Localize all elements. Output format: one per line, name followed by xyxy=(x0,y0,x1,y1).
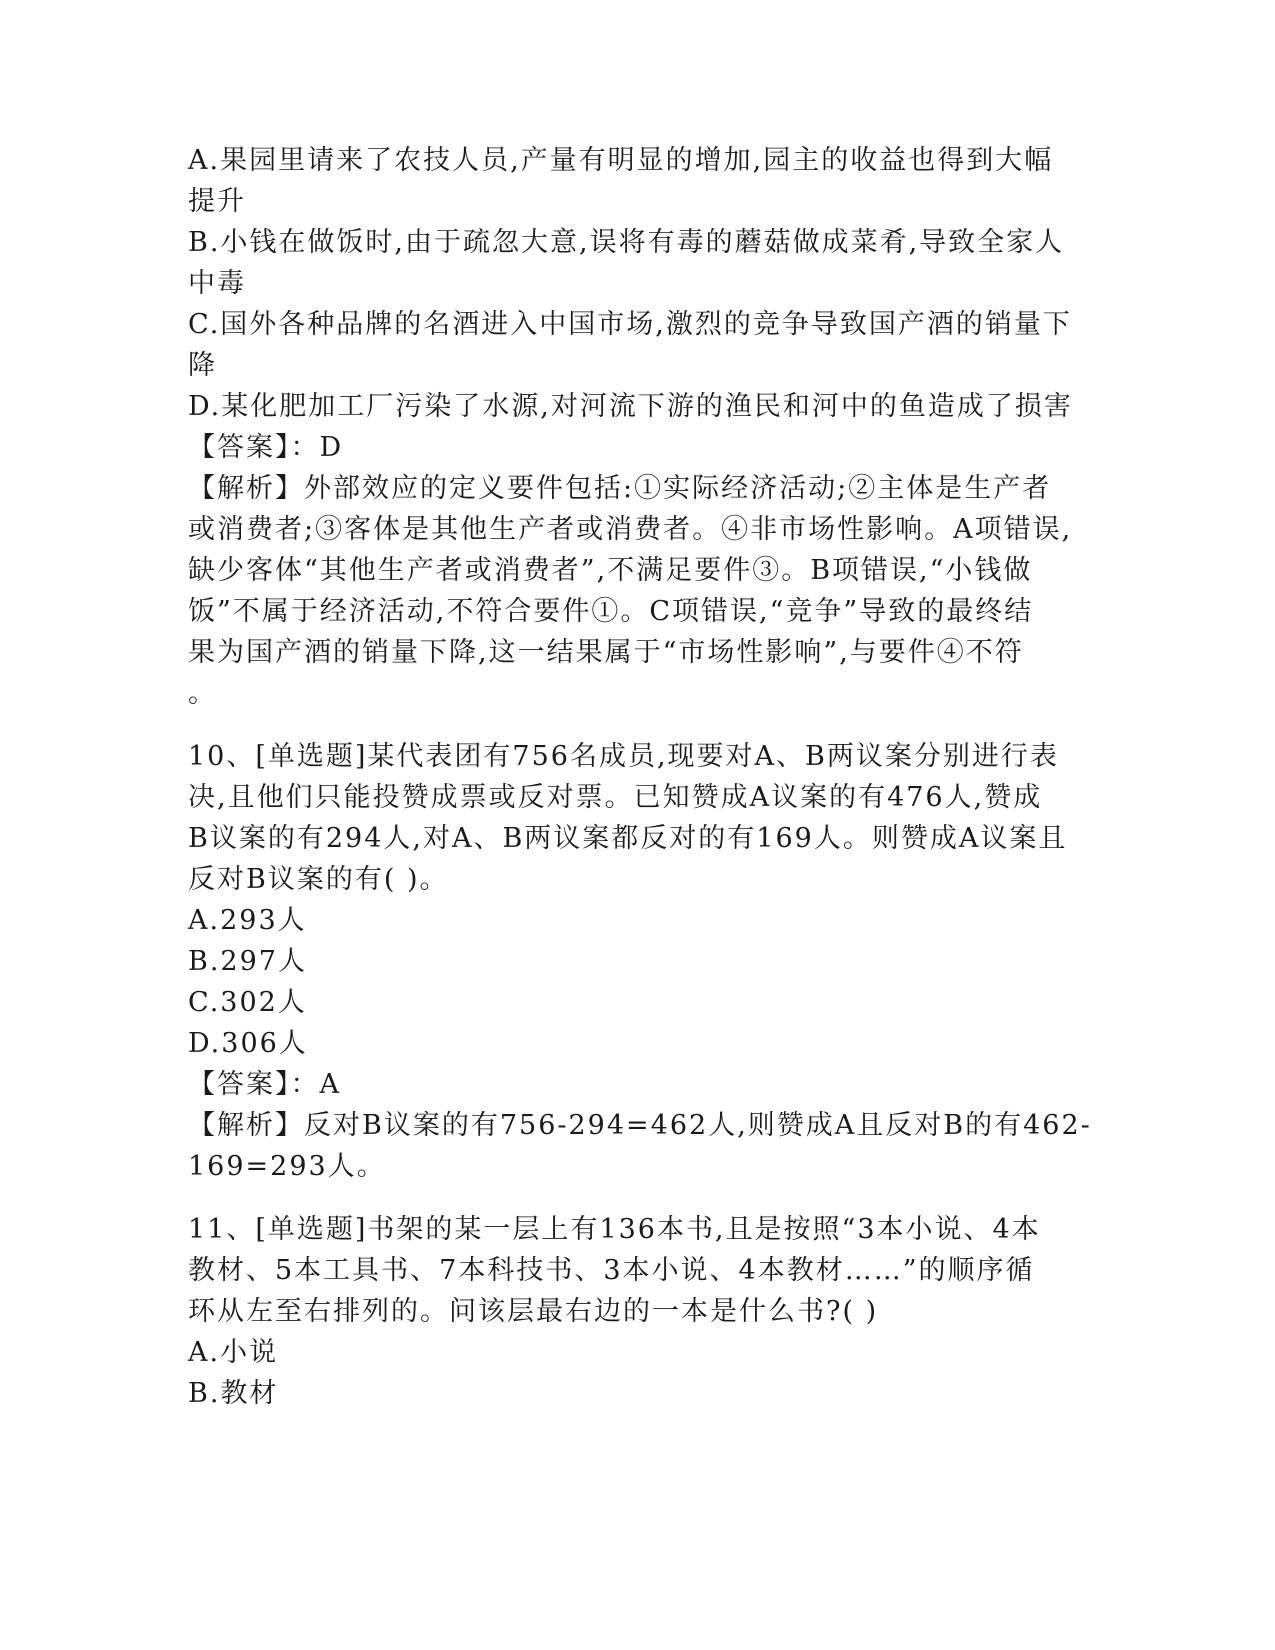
q9-analysis-line: 。 xyxy=(188,678,217,709)
q9-analysis-line: 或消费者;③客体是其他生产者或消费者。④非市场性影响。A项错误, xyxy=(188,514,1073,545)
q9-option-d: D.某化肥加工厂污染了水源,对河流下游的渔民和河中的鱼造成了损害 xyxy=(188,391,1073,422)
q9-analysis-line: 饭”不属于经济活动,不符合要件①。C项错误,“竞争”导致的最终结 xyxy=(188,596,1034,627)
q10-stem-line: B议案的有294人,对A、B两议案都反对的有169人。则赞成A议案且 xyxy=(188,823,1068,854)
q11-stem-line: 11、[单选题]书架的某一层上有136本书,且是按照“3本小说、4本 xyxy=(188,1214,1041,1245)
q10-answer: 【答案】：A xyxy=(188,1069,341,1100)
q9-option-b-cont: 中毒 xyxy=(188,268,246,299)
q10-option-d: D.306人 xyxy=(188,1028,308,1059)
q10-stem-line: 决,且他们只能投赞成票或反对票。已知赞成A议案的有476人,赞成 xyxy=(188,782,1043,813)
q10-stem-line: 10、[单选题]某代表团有756名成员,现要对A、B两议案分别进行表 xyxy=(188,741,1059,772)
q10-option-a: A.293人 xyxy=(188,905,307,936)
q11-stem-line: 环从左至右排列的。问该层最右边的一本是什么书?( ) xyxy=(188,1296,879,1327)
q9-option-a: A.果园里请来了农技人员,产量有明显的增加,园主的收益也得到大幅 xyxy=(188,145,1054,176)
q11-stem-line: 教材、5本工具书、7本科技书、3本小说、4本教材……”的顺序循 xyxy=(188,1255,1035,1286)
q9-analysis-line: 缺少客体“其他生产者或消费者”,不满足要件③。B项错误,“小钱做 xyxy=(188,555,1033,586)
q10-analysis-line: 169=293人。 xyxy=(188,1151,386,1182)
q9-analysis-line: 果为国产酒的销量下降,这一结果属于“市场性影响”,与要件④不符 xyxy=(188,637,1024,668)
q11-option-a: A.小说 xyxy=(188,1337,279,1368)
q9-option-b: B.小钱在做饭时,由于疏忽大意,误将有毒的蘑菇做成菜肴,导致全家人 xyxy=(188,227,1065,258)
q9-option-c-cont: 降 xyxy=(188,350,217,381)
q9-analysis-line: 【解析】外部效应的定义要件包括:①实际经济活动;②主体是生产者 xyxy=(188,473,1052,504)
q9-option-c: C.国外各种品牌的名酒进入中国市场,激烈的竞争导致国产酒的销量下 xyxy=(188,309,1072,340)
q9-option-a-cont: 提升 xyxy=(188,186,246,217)
q10-analysis-line: 【解析】反对B议案的有756-294=462人,则赞成A且反对B的有462- xyxy=(188,1110,1092,1141)
q10-option-c: C.302人 xyxy=(188,987,307,1018)
q9-answer: 【答案】：D xyxy=(188,432,344,463)
q10-stem-line: 反对B议案的有( )。 xyxy=(188,864,449,895)
q11-option-b: B.教材 xyxy=(188,1378,279,1409)
q10-option-b: B.297人 xyxy=(188,946,307,977)
